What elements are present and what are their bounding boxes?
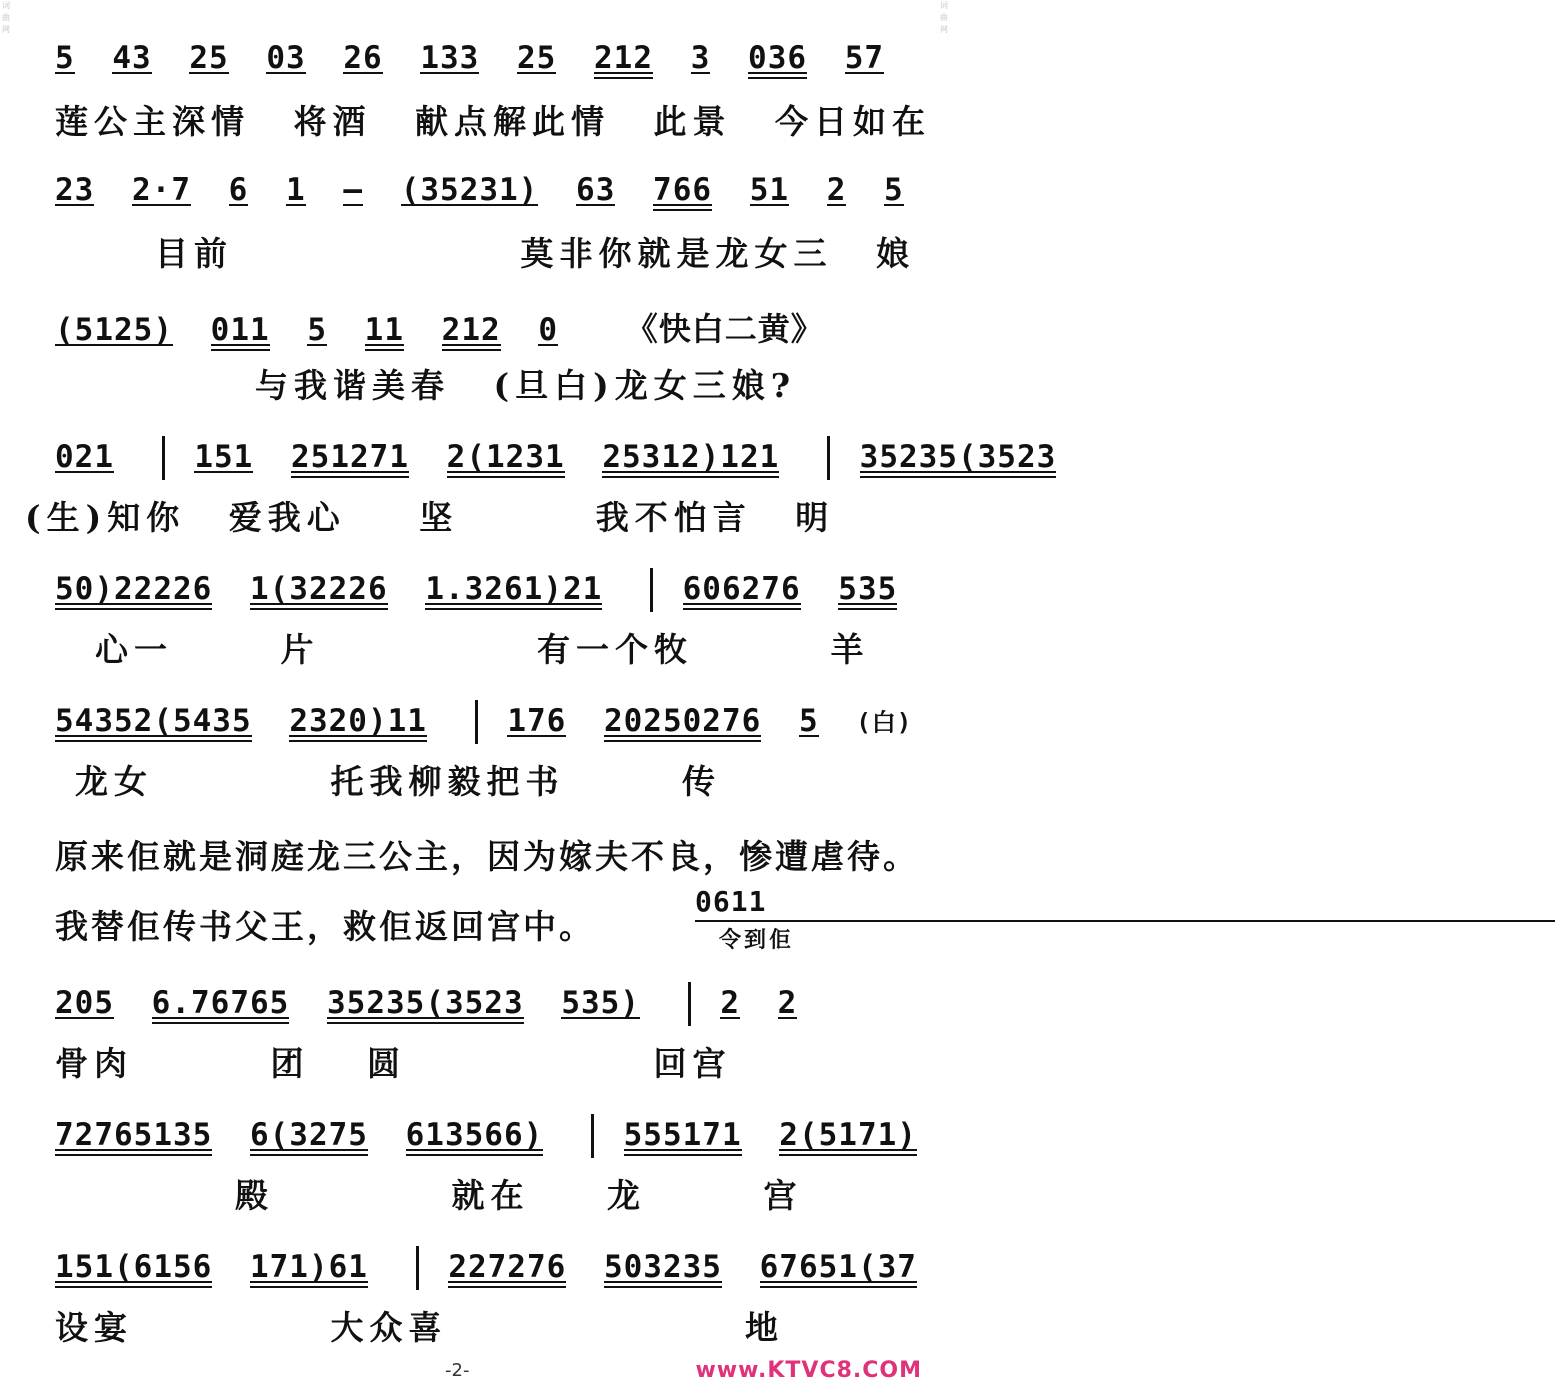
- note-group: 613566): [405, 1116, 544, 1153]
- lyric-segment: 明: [795, 498, 835, 537]
- note-group: 11: [364, 312, 404, 348]
- note-group: 0: [538, 312, 559, 348]
- score-system: [55, 30, 931, 162]
- note-group: 5: [55, 40, 75, 76]
- note-group: 54352(5435: [55, 702, 252, 739]
- score-system: [25, 426, 1057, 558]
- note-group: 212: [441, 312, 501, 348]
- lyric-segment: 此景: [653, 102, 732, 141]
- note-group: 133: [420, 40, 480, 76]
- score-system: [55, 1104, 915, 1236]
- lyric-segment: 莫非你就是龙女三: [520, 234, 833, 273]
- note-group: 2·7: [132, 172, 191, 208]
- note-group: 2320)11: [289, 702, 427, 739]
- notation-line: [55, 436, 1057, 480]
- lyric-segment: 片: [280, 630, 320, 669]
- lyric-segment: 回宫: [653, 1044, 732, 1083]
- note-group: (5125): [55, 312, 173, 348]
- note-group: 555171: [623, 1116, 742, 1153]
- note-group: 35235(3523: [859, 438, 1057, 475]
- note-group: 6: [228, 172, 249, 208]
- notation-line: [55, 1246, 915, 1290]
- lyric-segment: 传: [682, 762, 721, 801]
- note-group: 606276: [682, 570, 801, 607]
- note-group: 6(3275: [249, 1116, 368, 1153]
- lyric-line: [55, 1302, 915, 1349]
- note-group: 151(6156: [55, 1248, 213, 1285]
- lyric-segment: 献点解此情: [415, 102, 610, 141]
- notation-line: [55, 700, 915, 744]
- spoken-dialogue: [55, 885, 915, 972]
- note-group: 25: [189, 40, 229, 76]
- note-group: 011: [210, 312, 270, 348]
- lyric-segment: 令到佢: [719, 927, 795, 953]
- lyric-line: [55, 1170, 915, 1217]
- lyric-line: [55, 96, 931, 143]
- spoken-tail: [695, 884, 1555, 958]
- note-group: 72765135: [55, 1116, 213, 1153]
- score-system: [55, 558, 915, 690]
- page-number: -2-: [445, 1360, 470, 1381]
- lyric-line: [55, 360, 915, 407]
- lyric-segment: 龙: [607, 1176, 646, 1215]
- note-group: —: [343, 172, 364, 208]
- notation-line: [55, 568, 915, 612]
- note-group: 35235(3523: [327, 984, 524, 1021]
- note-group: 151: [194, 438, 254, 475]
- lyric-segment: 心一: [95, 630, 173, 669]
- note-group: 51: [749, 172, 790, 208]
- spoken-marker: (白): [856, 708, 913, 737]
- note-group: 5: [884, 172, 904, 208]
- score-sheet: [25, 30, 1057, 1368]
- lyric-segment: 有一个牧: [537, 630, 693, 669]
- lyric-segment: 与我谐美春: [255, 366, 450, 405]
- note-group: 26: [343, 40, 383, 76]
- lyric-segment: 羊: [830, 630, 870, 669]
- lyric-segment: 我不怕言: [595, 498, 752, 537]
- note-group: 205: [55, 984, 114, 1021]
- bar-line: [162, 436, 165, 480]
- bar-line: [650, 568, 653, 612]
- note-group: 5: [307, 312, 327, 348]
- spoken-dialogue: 原来佢就是洞庭龙三公主，因为嫁夫不良，惨遭虐待。: [55, 837, 919, 876]
- lyric-line: [55, 624, 915, 671]
- note-group: 1.3261)21: [425, 570, 603, 607]
- score-system: [55, 162, 915, 294]
- spoken-dialogue-text: 我替佢传书父王，救佢返回宫中。: [55, 907, 595, 946]
- note-group: 67651(37: [759, 1248, 917, 1285]
- score-system: [55, 1236, 915, 1368]
- note-group: 03: [266, 40, 306, 76]
- lyric-segment: 骨肉: [55, 1044, 133, 1083]
- note-group: 5: [798, 702, 819, 739]
- lyric-segment: 将酒: [293, 102, 372, 141]
- note-group: 227276: [448, 1248, 567, 1285]
- lyric-line: [25, 492, 915, 539]
- note-group: 43: [112, 40, 152, 76]
- lyric-segment: 目前: [155, 234, 233, 273]
- left-margin-watermark: 词曲网: [2, 1, 10, 34]
- note-group: 766: [653, 172, 713, 208]
- lyric-segment: 设宴: [55, 1308, 133, 1347]
- lyric-line: [55, 228, 915, 275]
- note-group: 212: [594, 40, 654, 76]
- lyric-line: [55, 756, 915, 803]
- score-system: [55, 690, 915, 822]
- note-group: 3: [690, 40, 711, 76]
- score-system: [55, 294, 915, 426]
- bar-line: [475, 700, 478, 744]
- notation-line: [55, 1114, 915, 1158]
- notation-line: [55, 172, 915, 208]
- note-group: 23: [55, 172, 95, 208]
- notation-line: [55, 982, 915, 1026]
- note-group: 1(32226: [249, 570, 388, 607]
- bar-line: [591, 1114, 594, 1158]
- lyric-segment: 爱我心: [228, 498, 346, 537]
- lyric-segment: 就在: [451, 1176, 530, 1215]
- bar-line: [688, 982, 691, 1026]
- note-group: 535: [838, 570, 898, 607]
- note-group: 2: [777, 984, 798, 1021]
- note-group: 1: [286, 172, 306, 208]
- note-group: 021: [55, 438, 114, 475]
- bar-line: [416, 1246, 419, 1290]
- note-group: 57: [844, 40, 885, 76]
- site-watermark: www.KTVC8.COM: [695, 1358, 922, 1383]
- note-group: 176: [507, 702, 567, 739]
- note-group: 6.76765: [151, 984, 290, 1021]
- lyric-segment: (旦白)龙女三娘?: [493, 366, 797, 405]
- note-group: 503235: [603, 1248, 722, 1285]
- note-group: 25312)121: [602, 438, 780, 475]
- lyric-line: [55, 1038, 915, 1085]
- lyric-segment: 托我柳毅把书: [330, 762, 565, 801]
- lyric-segment: 龙女: [75, 762, 153, 801]
- note-group: 2(1231: [446, 438, 565, 475]
- note-group: 251271: [291, 438, 409, 475]
- score-system: [55, 972, 915, 1104]
- notation-line: [55, 304, 915, 350]
- note-group: 2: [720, 984, 740, 1021]
- note-group: 50)22226: [55, 570, 213, 607]
- aria-title: 《快白二黄》: [625, 310, 824, 348]
- lyric-segment: 莲公主深情: [55, 102, 250, 141]
- note-group: 2: [826, 172, 847, 208]
- lyric-segment: 宫: [763, 1176, 803, 1215]
- note-group: 0611: [695, 884, 1555, 922]
- note-group: 171)61: [249, 1248, 368, 1285]
- note-group: 535): [561, 984, 640, 1021]
- lyric-segment: 娘: [876, 234, 915, 273]
- lyric-segment: 圆: [367, 1044, 406, 1083]
- lyric-segment: 今日如在: [775, 102, 931, 141]
- lyric-segment: (生)知你: [25, 498, 186, 537]
- right-margin-watermark: 词曲网: [940, 1, 948, 34]
- page-footer: [0, 1358, 950, 1388]
- note-group: (35231): [400, 172, 539, 208]
- notation-line: [55, 40, 915, 76]
- lyric-segment: 坚: [419, 498, 459, 537]
- bar-line: [827, 436, 830, 480]
- note-group: 2(5171): [779, 1116, 917, 1153]
- lyric-segment: 团: [270, 1044, 310, 1083]
- note-group: 25: [517, 40, 557, 76]
- lyric-segment: 地: [745, 1308, 784, 1347]
- note-group: 036: [748, 40, 808, 76]
- lyric-segment: 殿: [235, 1176, 274, 1215]
- note-group: 20250276: [603, 702, 762, 739]
- lyric-segment: 大众喜: [330, 1308, 448, 1347]
- note-group: 63: [576, 172, 616, 208]
